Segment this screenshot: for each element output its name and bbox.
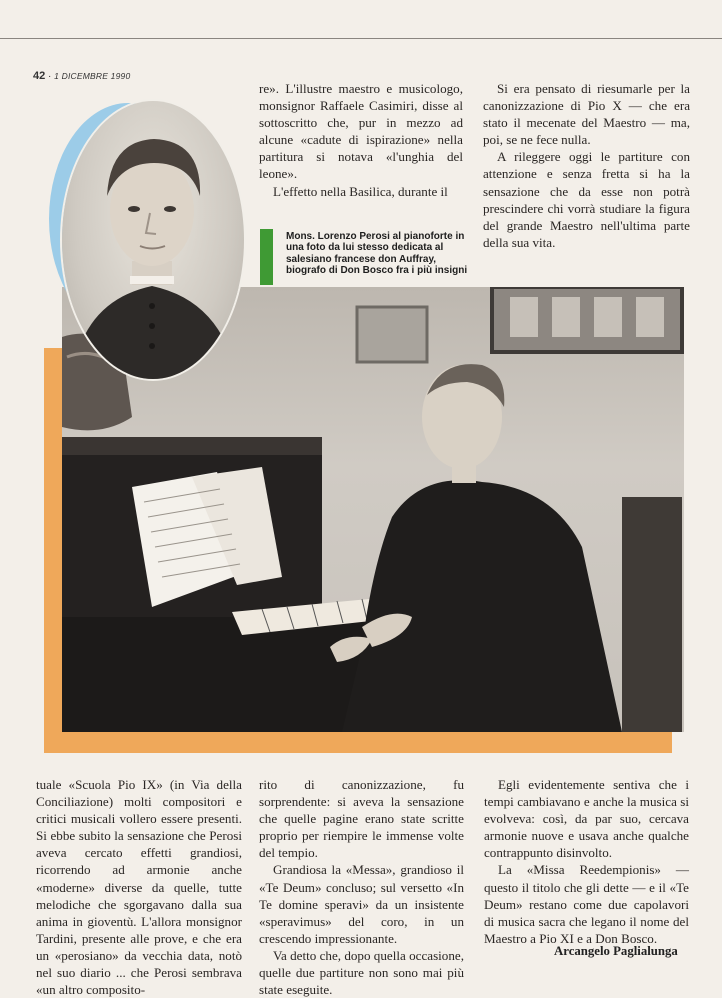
- paragraph: re». L'illustre maestro e musicologo, monsignor Raffaele Casimiri, disse al sottoscritto che, pur in mezzo ad alcune «cadute di ispirazione» nella partitura si notava «l'unghia del leone».: [259, 81, 463, 182]
- paragraph: A rileggere oggi le partiture con attenzione e senza fretta si ha la sensazione che da esse non potrà prescindere chi vorrà studiare la figura del grande Maestro nell'ultima parte della sua vita.: [483, 149, 690, 250]
- top-rule: [0, 38, 722, 39]
- portrait-illustration: [62, 101, 244, 379]
- paragraph: La «Missa Reedempionis» — questo il titolo che gli dette — e il «Te Deum» restano come due capolavori di musica sacra che legano il nome del Maestro a Pio XI e a Don Bosco.: [484, 862, 689, 946]
- paragraph: Egli evidentemente sentiva che i tempi cambiavano e anche la musica si evolveva: così, da par suo, cercava armonie nuove e usava anche qualche contrappunto disinvolto.: [484, 777, 689, 861]
- paragraph: L'effetto nella Basilica, durante il: [273, 183, 448, 199]
- folio-separator: ·: [48, 71, 52, 82]
- paragraph: Si era pensato di riesumarle per la canonizzazione di Pio X — che era stato il mecenate del Maestro — ma, poi, se ne fece nulla.: [483, 81, 690, 148]
- paragraph: rito di canonizzazione, fu sorprendente: si aveva la sensazione che quelle pagine erano state scritte proprio per riempire le immense volte del tempio.: [259, 777, 464, 861]
- article-column-top-middle: [259, 80, 463, 200]
- article-column-bottom-right: [484, 776, 689, 947]
- page-folio: [33, 70, 130, 82]
- young-perosi-portrait: [62, 101, 244, 379]
- issue-date: 1 DICEMBRE 1990: [54, 71, 131, 81]
- article-column-bottom-left: [36, 776, 242, 998]
- article-column-bottom-middle: [259, 776, 464, 998]
- paragraph: Va detto che, dopo quella occasione, quelle due partiture non sono mai più state eseguite.: [259, 947, 464, 998]
- caption-accent-bar: [260, 229, 273, 285]
- photo-caption: Mons. Lorenzo Perosi al pianoforte in una foto da lui stesso dedicata al salesiano francese don Auffray, biografo di Don Bosco fra i più insigni: [286, 231, 468, 277]
- paragraph: tuale «Scuola Pio IX» (in Via della Conciliazione) molti compositori e critici musicali vollero essere presenti. Si ebbe subito la sensazione che Perosi aveva cercato effetti grandiosi, ricorrendo ad armonie anche «moderne» diverse da quelle, tutte melodiche che sgorgavano dalla sua anima in gioventù. L'allora monsignor Tardini, presente alle prove, e che era un «perosiano» da vecchia data, notò nel suo diario ... che Perosi sembrava «un altro composito-: [36, 777, 242, 998]
- author-signature: Arcangelo Paglialunga: [554, 944, 678, 958]
- paragraph: Grandiosa la «Messa», grandioso il «Te Deum» concluso; sul versetto «In Te domine speravi» da un insistente «speravimus» del coro, in un crescendo impressionante.: [259, 862, 464, 946]
- page-number: 42: [33, 70, 46, 82]
- article-column-top-right: [483, 80, 690, 251]
